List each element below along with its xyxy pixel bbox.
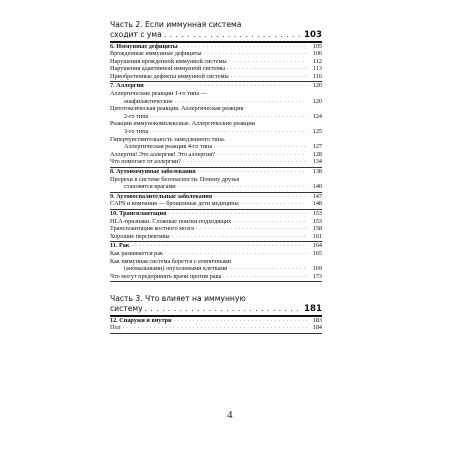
- toc-entry: Приобретенные дефекты иммунной системы: [110, 72, 229, 80]
- toc-entry: Что могут предпринять врачи против рака: [110, 272, 222, 280]
- toc-entry: Что помогает от аллергии?: [110, 158, 181, 166]
- page-number: 127: [312, 143, 322, 151]
- part-title-cont: систему: [110, 304, 143, 314]
- page-number: 128: [312, 150, 322, 158]
- page-number: 106: [312, 50, 322, 58]
- chapter-9: [110, 193, 322, 210]
- page-number: 148: [312, 200, 322, 208]
- page-number: 164: [312, 242, 322, 250]
- chapter-title: 10. Трансплантация: [110, 209, 167, 217]
- toc-entry: Пол: [110, 324, 121, 332]
- chapter-7: [110, 82, 322, 168]
- chapter-8: [110, 168, 322, 193]
- page-number: 153: [312, 209, 322, 217]
- toc-entry-cont: Аллергическая реакция 4-го типа: [124, 143, 213, 151]
- part-page: 103: [304, 30, 322, 40]
- chapter-12: [110, 317, 322, 334]
- toc-entry: Хорошие перспективы: [110, 232, 170, 240]
- page-number: 153: [312, 217, 322, 225]
- chapter-11: [110, 242, 322, 282]
- toc-entry-cont: 3-го типа: [124, 128, 149, 136]
- chapter-title: 7. Аллергии: [110, 82, 144, 90]
- toc-entry: Как иммунная система борется с атипичными: [110, 257, 232, 265]
- part-title: Если иммунная система: [145, 20, 242, 29]
- part-page: 181: [304, 304, 322, 315]
- toc-entry: Аллергические реакции 1-го типа —: [110, 90, 207, 98]
- page-number: 147: [312, 192, 322, 200]
- chapter-title: 11. Рак: [110, 242, 130, 250]
- page-number: 116: [312, 72, 322, 80]
- toc-entry: Гиперчувствительность замедленного типа.: [110, 135, 226, 143]
- toc-entry: Как развивается рак: [110, 249, 163, 257]
- toc-entry: HLA-признаки. Сложные поиски подходящих: [110, 217, 232, 225]
- toc-entry: Цитотоксическая реакция. Аллергическая реакция: [110, 105, 244, 113]
- toc-entry: Нарушения врожденной иммунной системы: [110, 57, 227, 65]
- part-prefix: Часть 3.: [110, 294, 143, 304]
- part-heading: [110, 20, 322, 40]
- table-of-contents: [110, 20, 322, 334]
- page-number: 120: [312, 97, 322, 105]
- chapter-title: 12. Снаружи и внутри: [110, 316, 172, 324]
- toc-entry-cont: (аномальными) опухолевыми клетками: [124, 265, 228, 273]
- page-number: 169: [312, 265, 322, 273]
- toc-entry: Трансплантация костного мозга: [110, 225, 194, 233]
- page-number-footer: 4: [227, 409, 233, 421]
- page-number: 140: [312, 183, 322, 191]
- page-number: 112: [312, 57, 322, 65]
- toc-entry-cont: 2-го типа: [124, 112, 149, 120]
- part-title-cont: сходит с ума: [110, 30, 162, 39]
- page-number: 120: [312, 82, 322, 90]
- page-number: 124: [312, 112, 322, 120]
- page-number: 105: [312, 42, 322, 50]
- toc-entry: Реакции иммунокомплексные. Аллергические реакции: [110, 120, 255, 128]
- page-number: 161: [312, 232, 322, 240]
- page-number: 113: [312, 65, 322, 73]
- page-number: 173: [312, 272, 322, 280]
- part-heading: [110, 294, 322, 314]
- page-number: 158: [312, 225, 322, 233]
- toc-entry: Врожденные иммунные дефициты: [110, 50, 202, 58]
- toc-entry: CAPS и компания — брошенные дети медицины: [110, 200, 239, 208]
- page-number: 183: [312, 316, 322, 324]
- toc-entry: Нарушения адаптивной иммунной системы: [110, 65, 226, 73]
- chapter-10: [110, 210, 322, 242]
- part-title: Что влияет на иммунную: [145, 294, 246, 304]
- toc-entry-cont: анафилактические: [124, 97, 173, 105]
- toc-entry: Прорехи в системе безопасности. Почему друзья: [110, 175, 240, 183]
- chapter-title: 8. Аутоиммунные заболевания: [110, 168, 196, 175]
- page-number: 184: [312, 324, 322, 332]
- part-prefix: Часть 2.: [110, 20, 143, 29]
- page-number: 165: [312, 249, 322, 257]
- page-number: 125: [312, 128, 322, 136]
- page-number: 134: [312, 158, 322, 166]
- chapter-title: 6. Иммунные дефициты: [110, 42, 178, 50]
- toc-entry: Аллергия! Это аллергия! Это аллергия?: [110, 150, 215, 158]
- page-number: 138: [312, 168, 322, 175]
- chapter-6: [110, 43, 322, 83]
- toc-entry-cont: становятся врагами: [124, 183, 176, 191]
- chapter-title: 9. Аутовоспалительные заболевания: [110, 192, 213, 200]
